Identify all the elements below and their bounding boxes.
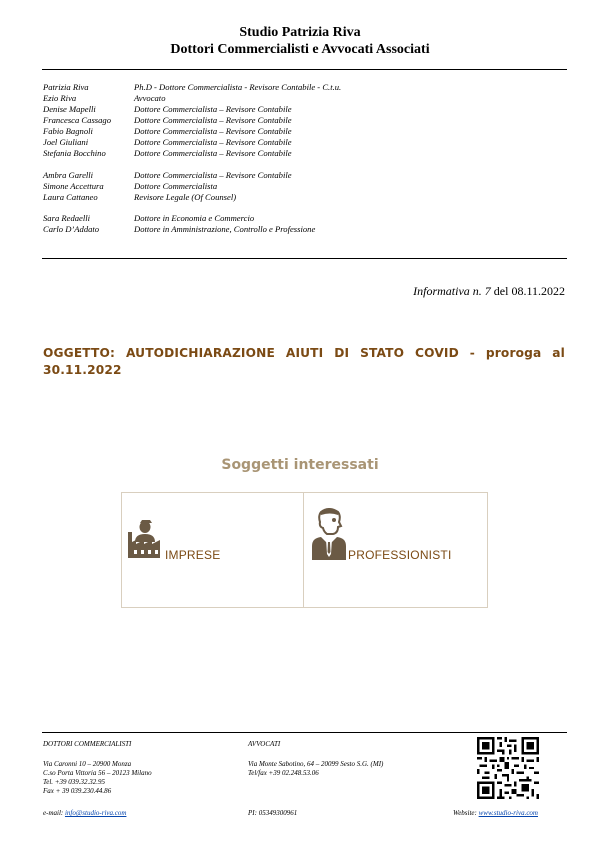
staff-name: Carlo D’Addato bbox=[43, 224, 100, 234]
website-label: Website: bbox=[453, 809, 479, 817]
staff-row bbox=[43, 126, 563, 137]
studio-name: Studio Patrizia Riva bbox=[239, 25, 361, 40]
staff-name: Joel Giuliani bbox=[43, 137, 89, 147]
staff-role: Revisore Legale (Of Counsel) bbox=[134, 191, 237, 202]
letterhead-title bbox=[0, 24, 600, 58]
staff-group bbox=[43, 213, 563, 235]
staff-row bbox=[43, 213, 563, 224]
staff-row bbox=[43, 82, 563, 93]
informativa-reference bbox=[413, 284, 565, 299]
staff-name: Patrizia Riva bbox=[43, 82, 89, 92]
staff-name: Ezio Riva bbox=[43, 93, 77, 103]
footer-email bbox=[43, 809, 126, 818]
footer-dc-phone: Tel. +39 039.32.32.95 bbox=[43, 778, 106, 786]
footer-av-title: AVVOCATI bbox=[248, 740, 281, 748]
footer-dc-fax: Fax + 39 039.230.44.86 bbox=[43, 787, 112, 795]
staff-name: Simone Accettura bbox=[43, 180, 104, 191]
staff-role: Dottore Commercialista – Revisore Contabile bbox=[134, 115, 292, 125]
staff-list bbox=[43, 82, 563, 246]
footer-av-address: Via Monte Sabotino, 64 – 20099 Sesto S.G. (MI) bbox=[248, 760, 384, 768]
footer-website bbox=[453, 809, 538, 818]
professionisti-box bbox=[303, 492, 488, 608]
imprese-box bbox=[121, 492, 304, 608]
qr-code-icon[interactable] bbox=[474, 737, 542, 799]
footer-divider bbox=[42, 732, 567, 733]
staff-role: Dottore Commercialista – Revisore Contabile bbox=[134, 126, 292, 136]
staff-divider bbox=[42, 258, 567, 259]
informativa-date: del 08.11.2022 bbox=[490, 284, 565, 298]
staff-row bbox=[43, 170, 563, 181]
staff-row bbox=[43, 104, 563, 115]
footer-dc-address-2: C.so Porta Vittoria 56 – 20123 Milano bbox=[43, 769, 152, 777]
subject-heading: OGGETTO: AUTODICHIARAZIONE AIUTI DI STATO COVID - proroga al 30.11.2022 bbox=[43, 346, 565, 377]
staff-role: Dottore Commercialista – Revisore Contabile bbox=[134, 104, 292, 114]
staff-row bbox=[43, 224, 563, 235]
footer-pi: PI: 05349300961 bbox=[248, 809, 298, 817]
soggetti-title: Soggetti interessati bbox=[221, 457, 379, 473]
studio-subtitle: Dottori Commercialisti e Avvocati Associati bbox=[170, 42, 430, 57]
staff-row bbox=[43, 148, 563, 159]
email-link[interactable]: info@studio-riva.com bbox=[64, 809, 127, 817]
staff-name: Denise Mapelli bbox=[43, 104, 96, 114]
imprese-label: IMPRESE bbox=[165, 548, 221, 562]
footer-av-phone: Tel/fax +39 02.248.53.06 bbox=[248, 769, 319, 777]
website-link[interactable]: www.studio-riva.com bbox=[478, 809, 538, 817]
staff-row bbox=[43, 137, 563, 148]
staff-name: Sara Redaelli bbox=[43, 213, 91, 223]
staff-role: Dottore in Amministrazione, Controllo e Professione bbox=[134, 224, 316, 234]
staff-name: Fabio Bagnoli bbox=[43, 126, 93, 136]
header-divider bbox=[42, 69, 567, 70]
staff-group bbox=[43, 82, 563, 159]
staff-name: Stefania Bocchino bbox=[43, 148, 106, 158]
businessman-icon bbox=[312, 508, 346, 560]
staff-role: Dottore Commercialista – Revisore Contabile bbox=[134, 148, 292, 158]
staff-role: Dottore Commercialista bbox=[134, 180, 218, 191]
staff-row bbox=[43, 181, 563, 192]
staff-row bbox=[43, 192, 563, 203]
informativa-number: Informativa n. 7 bbox=[413, 284, 491, 298]
staff-group bbox=[43, 170, 563, 203]
staff-row bbox=[43, 115, 563, 126]
staff-name: Laura Cattaneo bbox=[43, 191, 98, 202]
footer-dc-title: DOTTORI COMMERCIALISTI bbox=[43, 740, 132, 748]
staff-role: Dottore Commercialista – Revisore Contabile bbox=[134, 137, 292, 147]
staff-name: Francesca Cassago bbox=[43, 115, 112, 125]
email-label: e-mail: bbox=[43, 809, 65, 817]
staff-role: Dottore Commercialista – Revisore Contabile bbox=[134, 169, 292, 180]
footer-dc-address-1: Via Caronni 10 – 20900 Monza bbox=[43, 760, 132, 768]
staff-role: Dottore in Economia e Commercio bbox=[134, 213, 255, 223]
staff-role: Ph.D - Dottore Commercialista - Revisore Contabile - C.t.u. bbox=[134, 82, 342, 92]
staff-name: Ambra Garelli bbox=[43, 169, 94, 180]
professionisti-label: PROFESSIONISTI bbox=[348, 548, 452, 562]
staff-role: Avvocato bbox=[134, 93, 166, 103]
factory-person-icon bbox=[128, 520, 164, 560]
staff-row bbox=[43, 93, 563, 104]
